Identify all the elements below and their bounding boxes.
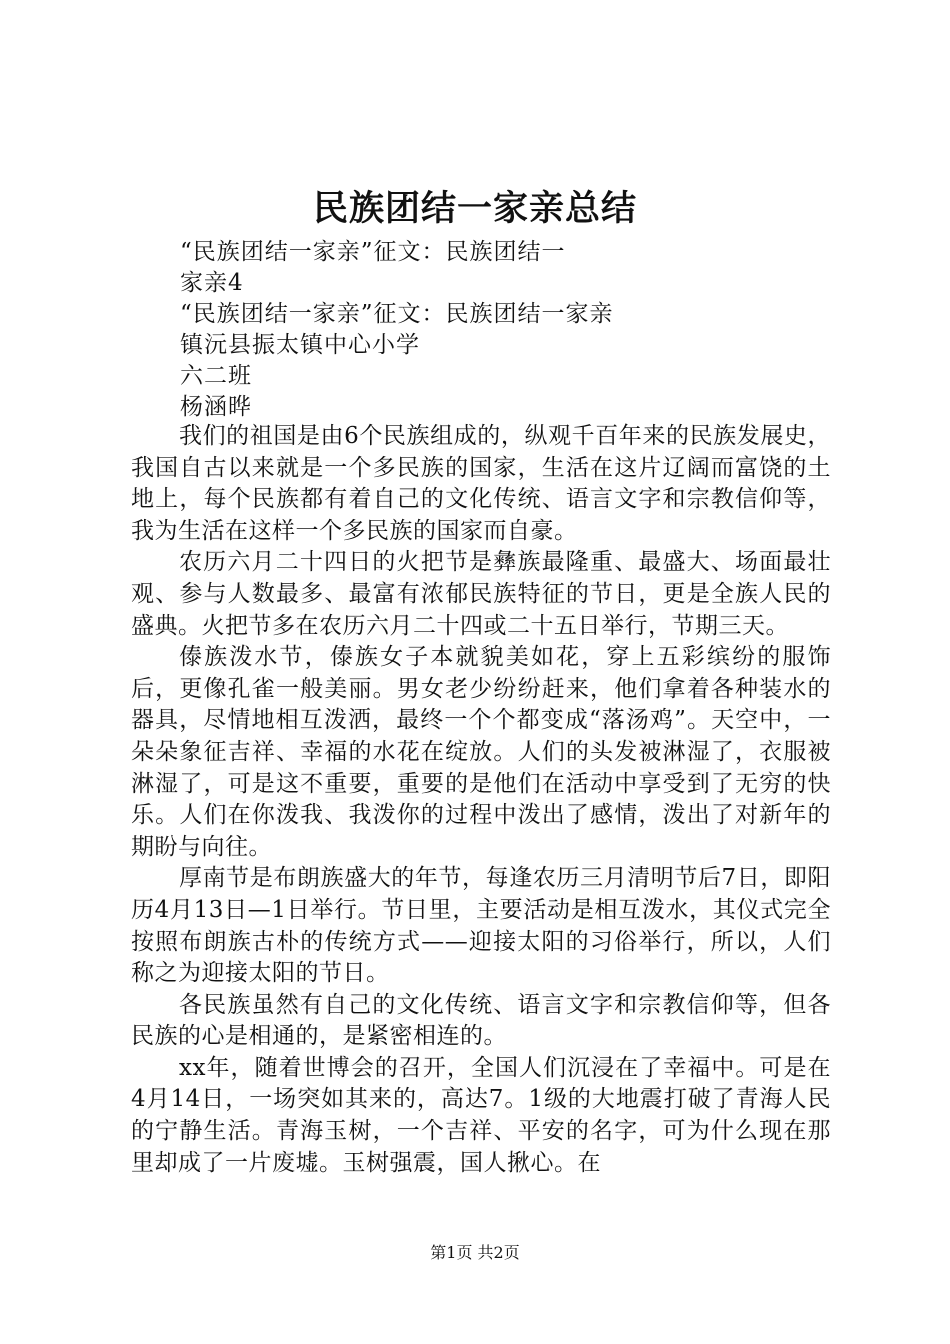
header-block <box>180 237 880 423</box>
paragraph: 各民族虽然有自己的文化传统、语言文字和宗教信仰等，但各民族的心是相通的，是紧密相连的。 <box>131 991 831 1050</box>
header-line: 家亲4 <box>180 270 244 296</box>
header-line: 杨涵晔 <box>180 394 252 420</box>
header-line: “民族团结一家亲”征文：民族团结一 <box>180 239 566 265</box>
header-line: “民族团结一家亲”征文：民族团结一家亲 <box>180 301 614 327</box>
body-text <box>131 421 831 1179</box>
paragraph: 厚南节是布朗族盛大的年节，每逢农历三月清明节后7日，即阳历4月13日—1日举行。节日里，主要活动是相互泼水，其仪式完全按照布朗族古朴的传统方式——迎接太阳的习俗举行，所以，人们称之为迎接太阳的节日。 <box>131 865 831 987</box>
document-title: 民族团结一家亲总结 <box>312 189 637 229</box>
paragraph: xx年，随着世博会的召开，全国人们沉浸在了幸福中。可是在4月14日，一场突如其来的，高达7。1级的大地震打破了青海人民的宁静生活。青海玉树，一个吉祥、平安的名字，可为什么现在那里却成了一片废墟。玉树强震，国人揪心。在 <box>131 1054 831 1176</box>
header-line: 六二班 <box>180 363 252 389</box>
header-line: 镇沅县振太镇中心小学 <box>180 332 420 358</box>
paragraph: 农历六月二十四日的火把节是彝族最隆重、最盛大、场面最壮观、参与人数最多、最富有浓郁民族特征的节日，更是全族人民的盛典。火把节多在农历六月二十四或二十五日举行，节期三天。 <box>131 549 831 639</box>
page-footer: 第1页 共2页 <box>430 1243 520 1262</box>
paragraph: 傣族泼水节，傣族女子本就貌美如花，穿上五彩缤纷的服饰后，更像孔雀一般美丽。男女老少纷纷赶来，他们拿着各种装水的器具，尽情地相互泼洒，最终一个个都变成“落汤鸡”。天空中，一朵朵象征吉祥、幸福的水花在绽放。人们的头发被淋湿了，衣服被淋湿了，可是这不重要，重要的是他们在活动中享受到了无穷的快乐。人们在你泼我、我泼你的过程中泼出了感情，泼出了对新年的期盼与向往。 <box>131 644 831 860</box>
paragraph: 我们的祖国是由6个民族组成的，纵观千百年来的民族发展史，我国自古以来就是一个多民族的国家，生活在这片辽阔而富饶的土地上，每个民族都有着自己的文化传统、语言文字和宗教信仰等，我为生活在这样一个多民族的国家而自豪。 <box>131 423 831 544</box>
